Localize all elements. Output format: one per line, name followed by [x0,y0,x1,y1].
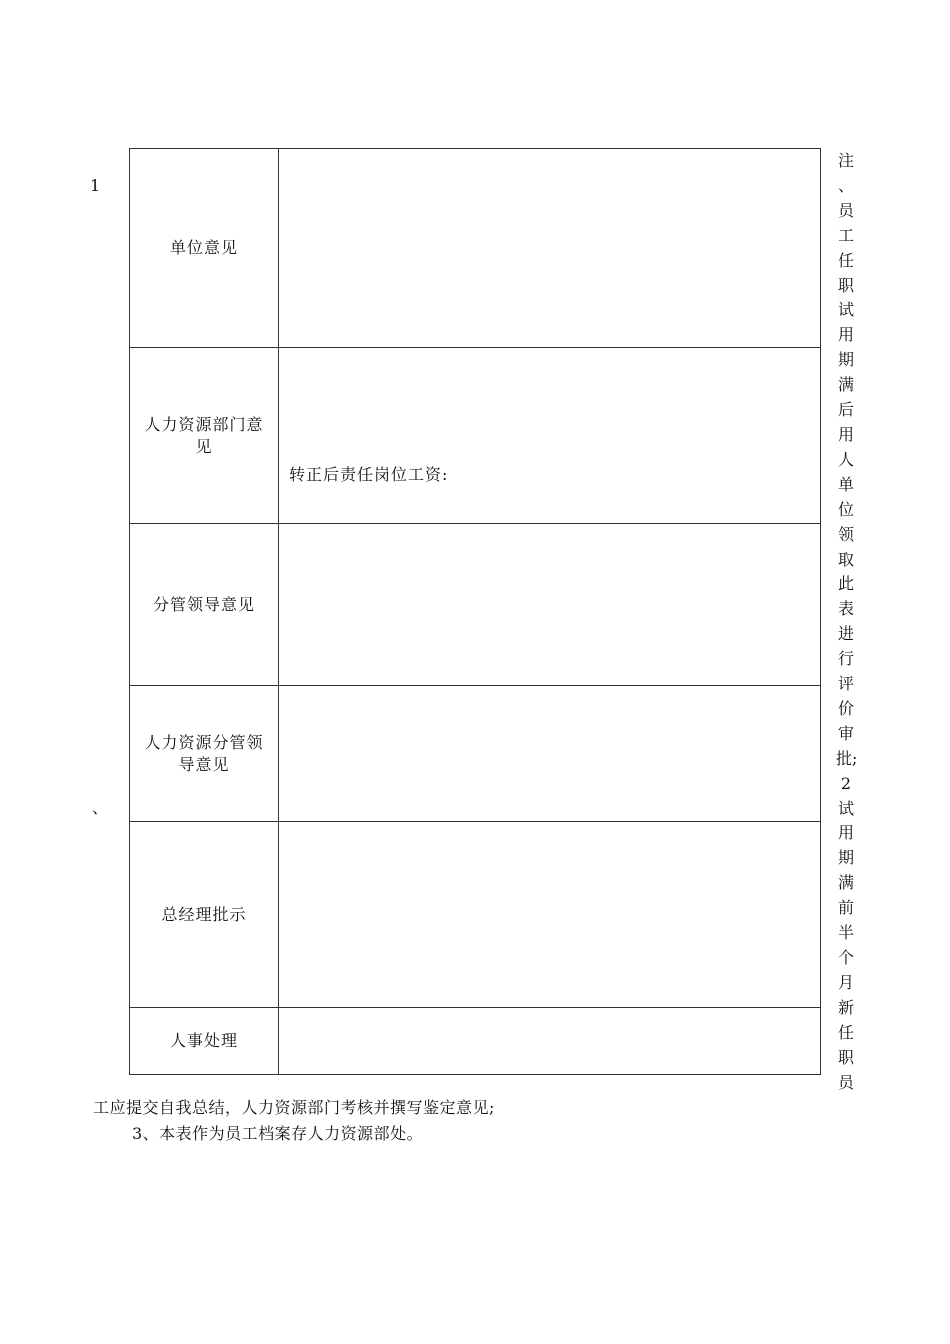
vertical-note-char: 职 [837,1047,854,1067]
vertical-note-char: 后 [837,400,854,420]
vertical-note-char: 领 [837,524,854,544]
vertical-note-char: 表 [837,599,854,619]
field-personnel-handling[interactable] [279,1008,821,1075]
field-hr-leader-opinion[interactable] [279,686,821,822]
vertical-note-char: 2 [840,773,852,793]
vertical-note-char: 人 [837,449,854,469]
field-supervising-leader-opinion[interactable] [279,524,821,686]
approval-form-table [129,148,821,1075]
label-supervising-leader-opinion: 分管领导意见 [130,524,279,686]
label-hr-dept-opinion: 人力资源部门意见 [130,348,279,524]
table-row [130,524,821,686]
vertical-note-char: 批; [836,748,858,768]
vertical-note-char: 新 [837,997,854,1017]
vertical-note-char: 审 [837,723,854,743]
vertical-note-char: 此 [837,574,854,594]
list-number: 1 [90,176,101,195]
vertical-note-char: 任 [837,1022,854,1042]
label-unit-opinion: 单位意见 [130,149,279,348]
vertical-note-char: 期 [837,848,854,868]
vertical-note-char: 用 [837,424,854,444]
label-general-manager-instruction: 总经理批示 [130,822,279,1008]
label-hr-leader-opinion: 人力资源分管领导意见 [130,686,279,822]
table-row [130,348,821,524]
label-personnel-handling: 人事处理 [130,1008,279,1075]
vertical-note-char: 期 [837,350,854,370]
vertical-note-char: 单 [837,474,854,494]
vertical-note-char: 工 [837,225,854,245]
vertical-note-char: 评 [837,674,854,694]
salary-after-confirmation-label: 转正后责任岗位工资: [289,465,449,484]
field-general-manager-instruction[interactable] [279,822,821,1008]
field-unit-opinion[interactable] [279,149,821,348]
vertical-note-char: 位 [837,499,854,519]
table-row [130,1008,821,1075]
table-row [130,686,821,822]
vertical-note-char: 试 [837,300,854,320]
table-row [130,149,821,348]
vertical-note-char: 进 [837,624,854,644]
vertical-note [836,149,856,1095]
list-comma: 、 [92,798,109,817]
vertical-note-char: 取 [837,549,854,569]
vertical-note-char: 试 [837,798,854,818]
vertical-note-char: 任 [837,250,854,270]
vertical-note-char: 月 [837,972,854,992]
vertical-note-char: 价 [837,698,854,718]
vertical-note-char: 注 [837,151,854,170]
field-hr-dept-opinion[interactable] [279,348,821,524]
note-line-1: 工应提交自我总结，人力资源部门考核并撰写鉴定意见; [93,1098,495,1117]
vertical-note-char: 员 [837,1072,854,1092]
vertical-note-char: 满 [837,873,854,893]
vertical-note-char: 半 [837,923,854,943]
table-row [130,822,821,1008]
note-line-2: 3、本表作为员工档案存人力资源部处。 [132,1124,424,1143]
vertical-note-char: 行 [837,649,854,669]
vertical-note-char: 、 [837,175,854,195]
vertical-note-char: 员 [837,200,854,220]
vertical-note-char: 满 [837,375,854,395]
vertical-note-char: 用 [837,823,854,843]
vertical-note-char: 前 [837,898,854,918]
vertical-note-char: 个 [837,948,854,967]
vertical-note-char: 职 [837,275,854,295]
vertical-note-char: 用 [837,325,854,345]
